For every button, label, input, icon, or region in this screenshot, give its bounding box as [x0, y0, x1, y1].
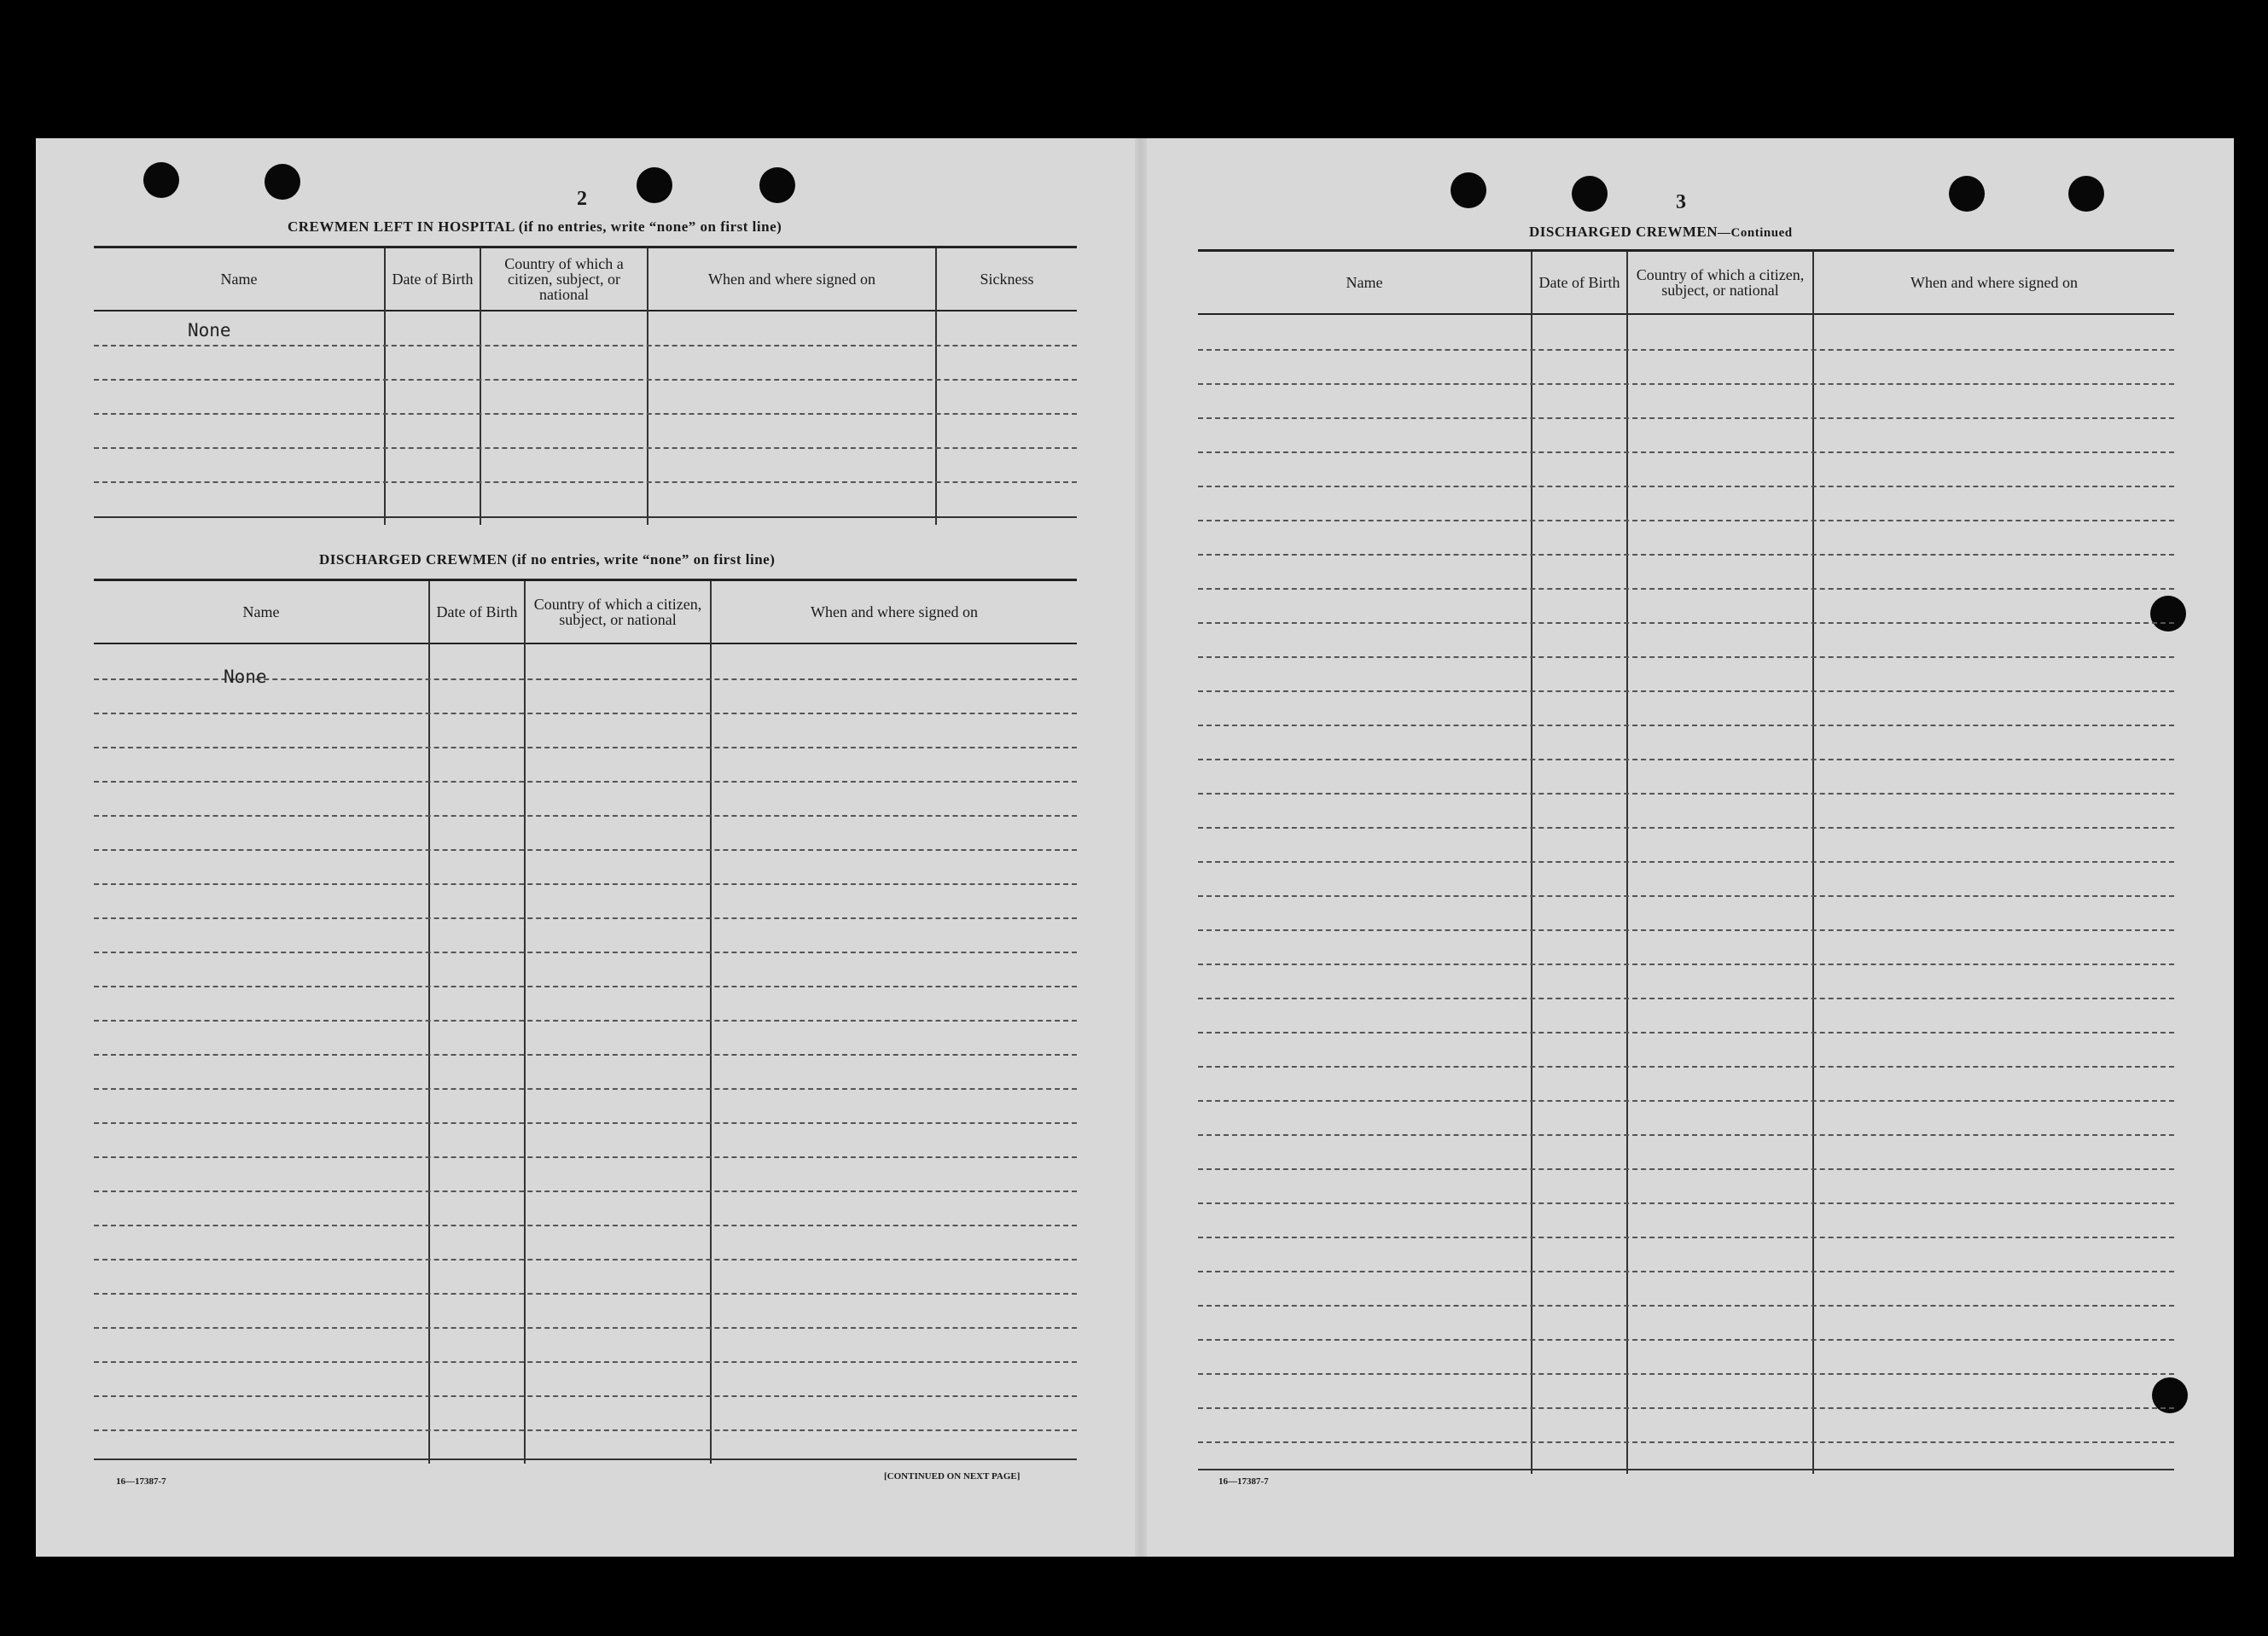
page-number: 2 — [577, 188, 587, 210]
column-divider — [1531, 252, 1532, 1474]
column-divider — [1812, 252, 1814, 1474]
row-line — [1198, 1100, 2174, 1102]
row-line — [1198, 690, 2174, 692]
row-line — [1198, 964, 2174, 965]
punch-hole — [759, 167, 795, 203]
punch-hole — [637, 167, 672, 203]
form-number: 16—17387-7 — [1218, 1476, 1269, 1487]
col-header-name: Name — [220, 271, 258, 288]
row-line — [1198, 451, 2174, 453]
column-divider — [647, 248, 648, 525]
right-page — [1147, 138, 2234, 1557]
hospital-section-title: CREWMEN LEFT IN HOSPITAL (if no entries, write “none” on first line) — [288, 218, 782, 235]
row-line — [94, 345, 1077, 346]
row-line — [1198, 1237, 2174, 1238]
row-line — [1198, 1066, 2174, 1068]
row-line — [1198, 349, 2174, 351]
table-bottom-rule — [1198, 1469, 2174, 1470]
row-line — [94, 1395, 1077, 1397]
row-line — [1198, 1032, 2174, 1033]
row-line — [94, 481, 1077, 483]
punch-hole — [1451, 172, 1486, 208]
row-line — [94, 1327, 1077, 1329]
row-line — [1198, 417, 2174, 419]
header-rule — [94, 643, 1077, 644]
discharged-continued-title: DISCHARGED CREWMEN—Continued — [1529, 224, 1793, 240]
row-line — [94, 1122, 1077, 1124]
row-line — [1198, 998, 2174, 999]
page-number: 3 — [1676, 191, 1686, 213]
header-rule — [1198, 313, 2174, 315]
row-line — [94, 781, 1077, 783]
col-header-name: Name — [242, 603, 280, 620]
row-line — [94, 952, 1077, 953]
column-divider — [935, 248, 937, 525]
discharged-section-title: DISCHARGED CREWMEN (if no entries, write “none” on first line) — [319, 551, 776, 568]
row-line — [94, 1361, 1077, 1363]
row-line — [94, 1293, 1077, 1295]
row-line — [94, 413, 1077, 415]
row-line — [94, 815, 1077, 817]
page-gutter — [1135, 138, 1147, 1557]
col-header-signed-on: When and where signed on — [708, 271, 875, 288]
punch-hole — [1949, 176, 1985, 212]
row-line — [1198, 1339, 2174, 1341]
row-line — [1198, 793, 2174, 795]
punch-hole — [1572, 176, 1608, 212]
table-bottom-rule — [94, 516, 1077, 518]
row-line — [94, 447, 1077, 449]
discharged-table — [94, 579, 1077, 1464]
row-line — [94, 1054, 1077, 1056]
row-line — [1198, 929, 2174, 931]
table-bottom-rule — [94, 1458, 1077, 1460]
row-line — [1198, 1202, 2174, 1204]
row-line — [94, 1156, 1077, 1158]
row-line — [94, 713, 1077, 714]
row-line — [94, 849, 1077, 851]
row-line — [94, 883, 1077, 885]
col-header-name: Name — [1346, 274, 1383, 291]
col-header-sickness: Sickness — [980, 271, 1034, 288]
row-line — [1198, 1441, 2174, 1443]
row-line — [94, 747, 1077, 748]
col-header-signed-on: When and where signed on — [1910, 274, 2078, 291]
col-header-dob: Date of Birth — [436, 603, 518, 620]
row-line — [1198, 1168, 2174, 1170]
row-line — [94, 1429, 1077, 1431]
row-line — [1198, 725, 2174, 726]
col-header-country: Country of which a citizen, subject, or national — [504, 255, 624, 303]
col-header-dob: Date of Birth — [1538, 274, 1620, 291]
row-line — [1198, 861, 2174, 863]
continued-note: [CONTINUED ON NEXT PAGE] — [884, 1471, 1021, 1482]
header-rule — [94, 310, 1077, 311]
row-line — [1198, 554, 2174, 556]
row-line — [1198, 827, 2174, 829]
entry-name: None — [188, 320, 231, 341]
row-line — [94, 1225, 1077, 1226]
hospital-table — [94, 246, 1077, 525]
col-header-signed-on: When and where signed on — [811, 603, 978, 620]
col-header-country: Country of which a citizen, subject, or national — [533, 596, 702, 628]
entry-name: None — [224, 667, 267, 687]
row-line — [94, 917, 1077, 919]
row-line — [94, 986, 1077, 987]
row-line — [1198, 895, 2174, 897]
discharged-continued-table — [1198, 249, 2174, 1474]
row-line — [1198, 1305, 2174, 1307]
row-line — [1198, 759, 2174, 760]
column-divider — [384, 248, 386, 525]
column-divider — [480, 248, 481, 525]
row-line — [1198, 656, 2174, 658]
col-header-dob: Date of Birth — [392, 271, 474, 288]
left-page — [36, 138, 1135, 1557]
form-number: 16—17387-7 — [116, 1476, 166, 1487]
row-line — [1198, 622, 2174, 624]
punch-hole — [2068, 176, 2104, 212]
row-line — [94, 1191, 1077, 1192]
row-line — [94, 1020, 1077, 1022]
punch-hole — [143, 162, 179, 198]
row-line — [1198, 383, 2174, 385]
row-line — [1198, 588, 2174, 590]
row-line — [1198, 1373, 2174, 1375]
col-header-country: Country of which a citizen, subject, or national — [1636, 266, 1805, 299]
punch-hole — [265, 164, 300, 200]
row-line — [1198, 1134, 2174, 1136]
row-line — [1198, 486, 2174, 487]
column-divider — [1626, 252, 1628, 1474]
row-line — [1198, 1407, 2174, 1409]
row-line — [94, 1259, 1077, 1260]
row-line — [94, 379, 1077, 381]
row-line — [1198, 1271, 2174, 1272]
row-line — [94, 1088, 1077, 1090]
row-line — [1198, 520, 2174, 521]
